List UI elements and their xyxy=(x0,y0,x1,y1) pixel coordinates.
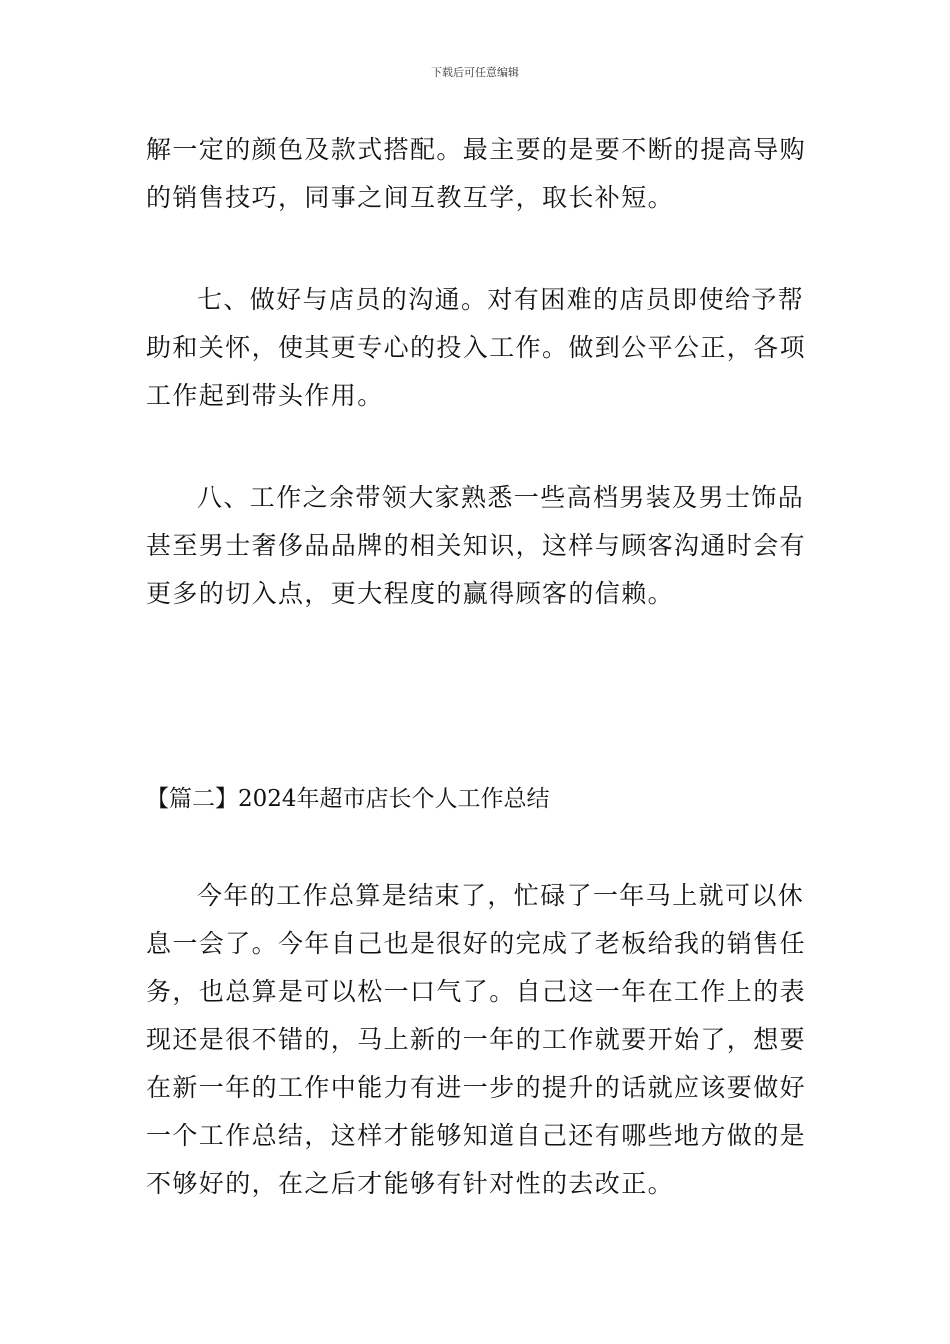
paragraph-item-seven xyxy=(146,276,810,420)
paragraph-line: 助和关怀，使其更专心的投入工作。做到公平公正，各项 xyxy=(146,333,807,362)
paragraph-line: 不够好的，在之后才能够有针对性的去改正。 xyxy=(146,1169,675,1198)
paragraph-line: 七、做好与店员的沟通。对有困难的店员即使给予帮 xyxy=(197,285,805,314)
section-paragraph xyxy=(146,872,810,1208)
paragraph-continuation xyxy=(146,126,810,222)
paragraph-line: 息一会了。今年自己也是很好的完成了老板给我的销售任 xyxy=(146,929,807,958)
page-header-note: 下载后可任意编辑 xyxy=(431,66,519,79)
paragraph-item-eight xyxy=(146,474,810,618)
paragraph-line: 更多的切入点，更大程度的赢得顾客的信赖。 xyxy=(146,579,675,608)
paragraph-line: 甚至男士奢侈品品牌的相关知识，这样与顾客沟通时会有 xyxy=(146,531,807,560)
paragraph-line: 解一定的颜色及款式搭配。最主要的是要不断的提高导购 xyxy=(146,135,807,164)
paragraph-line: 一个工作总结，这样才能够知道自己还有哪些地方做的是 xyxy=(146,1121,807,1150)
paragraph-line: 工作起到带头作用。 xyxy=(146,381,384,410)
paragraph-line: 八、工作之余带领大家熟悉一些高档男装及男士饰品 xyxy=(197,483,805,512)
paragraph-line: 的销售技巧，同事之间互教互学，取长补短。 xyxy=(146,183,675,212)
section-heading: 【篇二】2024年超市店长个人工作总结 xyxy=(146,786,550,812)
paragraph-line: 务，也总算是可以松一口气了。自己这一年在工作上的表 xyxy=(146,977,807,1006)
paragraph-line: 今年的工作总算是结束了，忙碌了一年马上就可以休 xyxy=(197,881,805,910)
paragraph-line: 现还是很不错的，马上新的一年的工作就要开始了，想要 xyxy=(146,1025,807,1054)
paragraph-line: 在新一年的工作中能力有进一步的提升的话就应该要做好 xyxy=(146,1073,807,1102)
